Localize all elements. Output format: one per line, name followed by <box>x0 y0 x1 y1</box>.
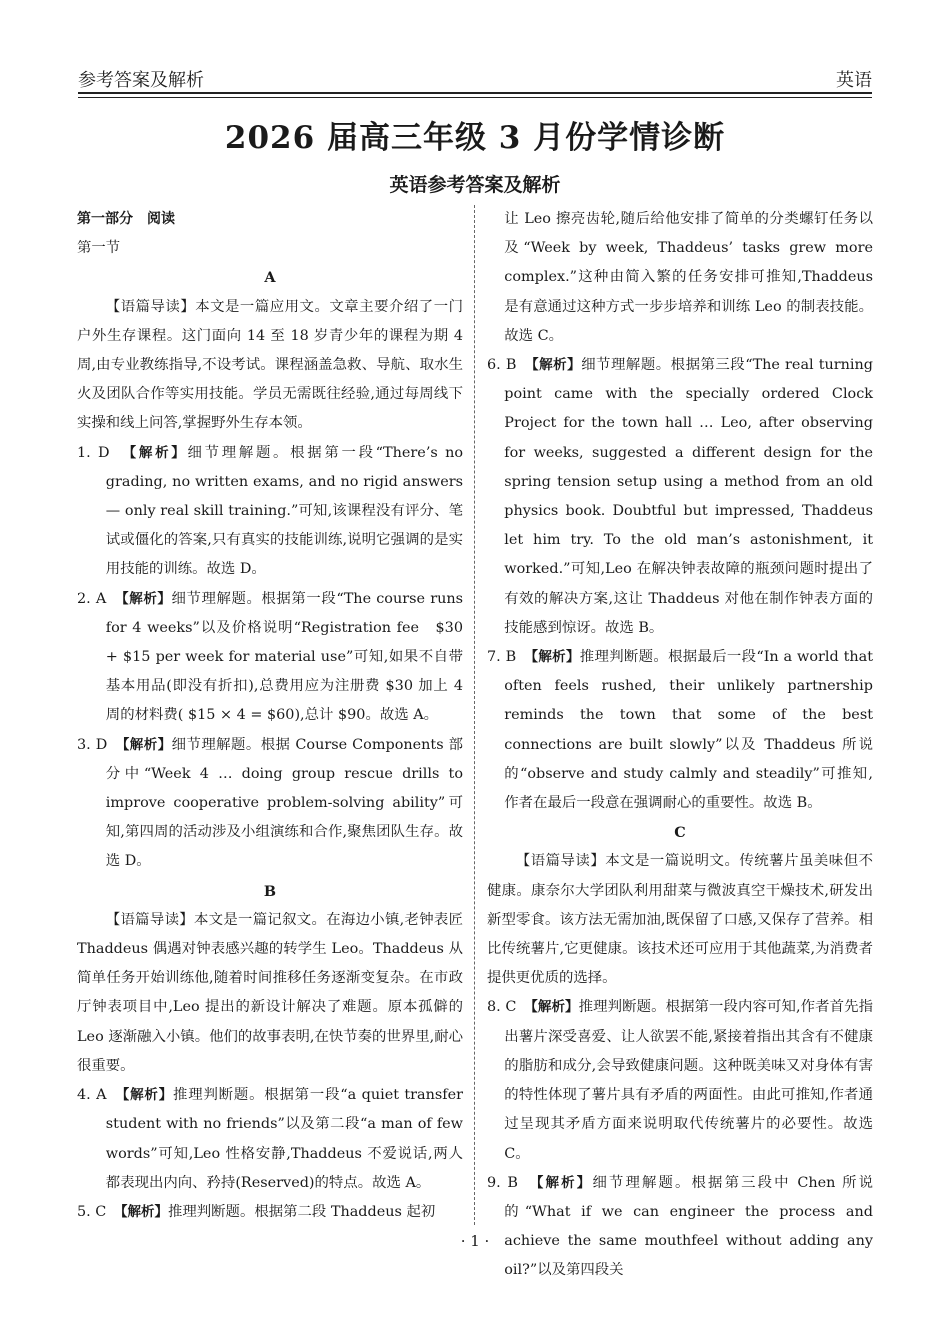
header-right: 英语 <box>836 70 872 91</box>
header-rule-thin <box>78 97 872 98</box>
page-title: 2026 届高三年级 3 月份学情诊断 <box>224 120 726 156</box>
answer-item: 9. B 【解析】细节理解题。根据第三段中 Chen 所说的“What if we can engineer the process and achieve the same mouthfeel without adding any oil?”以及第四段关 <box>487 1174 874 1279</box>
answer-item: 3. D 【解析】细节理解题。根据 Course Components 部分中“Week 4 … doing group rescue drills to improve cooperative problem-solving ability”可知,第四周的活动涉及小组演练和合作,聚焦团队生存。故选 D。 <box>77 736 463 870</box>
answer-item: 7. B 【解析】推理判断题。根据最后一段“In a world that often feels rushed, their unlikely partnership reminds the town that some of the best connections are built slowly”以及 Thaddeus 所说的“observe and study calmly and steadily”可推知,作者在最后一段意在强调耐心的重要性。故选 B。 <box>487 649 874 812</box>
answer-item: 1. D 【解析】细节理解题。根据第一段“There’s no grading, no written exams, and no rigid answers — only real skill training.”可知,该课程没有评分、笔试或僵化的答案,只有真实的技能训练,说明它强调的是实用技能的训练。故选 D。 <box>77 444 464 578</box>
section-title: 第一节 <box>77 240 121 257</box>
part-title: 第一部分 阅读 <box>77 211 175 227</box>
header-rule-thick <box>78 92 872 94</box>
passage-b-intro: 【语篇导读】本文是一篇记叙文。在海边小镇,老钟表匠 Thaddeus 偶遇对钟表感兴趣的转学生 Leo。Thaddeus 从简单任务开始训练他,随着时间推移任务逐渐变复杂。在市政厅钟表项目中,Leo 提出的新设计解决了难题。原本孤僻的 Leo 逐渐融入小镇。他们的故事表明,在快节奏的世界里,耐心很重要。 <box>77 911 463 1074</box>
passage-a-letter: A <box>264 269 276 287</box>
answer-continuation: 让 Leo 擦亮齿轮,随后给他安排了简单的分类螺钉任务以及“Week by week, Thaddeus’ tasks grew more complex.”这种由简入繁的任务安排可推知,Thaddeus 是有意通过这种方式一步步培养和训练 Leo 的制表技能。故选 C。 <box>504 211 873 344</box>
column-divider <box>474 205 475 1225</box>
answer-item: 6. B 【解析】细节理解题。根据第三段“The real turning point came with the specially ordered Clock Project for the town hall … Leo, after observing for weeks, suggested a different design for the spring tension setup using a method from an old physics book. Doubtful but impressed, Thaddeus let him try. To the old man’s astonishment, it worked.”可知,Leo 在解决钟表故障的瓶颈问题时提出了有效的解决方案,这让 Thaddeus 对他在制作钟表方面的技能感到惊讶。故选 B。 <box>487 357 873 636</box>
page-header <box>78 58 872 92</box>
answer-item: 4. A 【解析】推理判断题。根据第一段“a quiet transfer student with no friends”以及第二段“a man of few words”可知,Leo 性格安静,Thaddeus 不爱说话,两人都表现出内向、矜持(Reserved)的特点。故选 A。 <box>77 1087 463 1191</box>
passage-c-letter: C <box>674 824 686 842</box>
right-column <box>487 205 873 1286</box>
passage-a-intro: 【语篇导读】本文是一篇应用文。文章主要介绍了一门户外生存课程。这门面向 14 至 18 岁青少年的课程为期 4 周,由专业教练指导,不设考试。课程涵盖急救、导航、取水生火及团队合作等实用技能。学员无需既往经验,通过每周线下实操和线上问答,掌握野外生存本领。 <box>77 298 463 432</box>
answer-item: 2. A 【解析】细节理解题。根据第一段“The course runs for 4 weeks”以及价格说明“Registration fee $30 + $15 per week for material use”可知,如果不自带基本用品(即没有折扣),总费用应为注册费 $30 加上 4 周的材料费( $15 × 4 = $60),总计 $90。故选 A。 <box>77 590 463 724</box>
answer-item: 8. C 【解析】推理判断题。根据第一段内容可知,作者首先指出薯片深受喜爱、让人欲罢不能,紧接着指出其含有不健康的脂肪和成分,会导致健康问题。这种既美味又对身体有害的特性体现了薯片具有矛盾的两面性。由此可推知,作者通过呈现其矛盾方面来说明取代传统薯片的必要性。故选 C。 <box>487 999 873 1162</box>
answer-item: 5. C 【解析】推理判断题。根据第二段 Thaddeus 起初 <box>77 1203 436 1220</box>
left-column <box>77 205 463 1227</box>
header-left: 参考答案及解析 <box>78 70 204 91</box>
passage-c-intro: 【语篇导读】本文是一篇说明文。传统薯片虽美味但不健康。康奈尔大学团队利用甜菜与微波真空干燥技术,研发出新型零食。该方法无需加油,既保留了口感,又保存了营养。相比传统薯片,它更健康。该技术还可应用于其他蔬菜,为消费者提供更优质的选择。 <box>487 853 873 987</box>
page-subtitle: 英语参考答案及解析 <box>389 174 561 196</box>
passage-b-letter: B <box>263 882 277 900</box>
page-number: · 1 · <box>460 1232 490 1250</box>
